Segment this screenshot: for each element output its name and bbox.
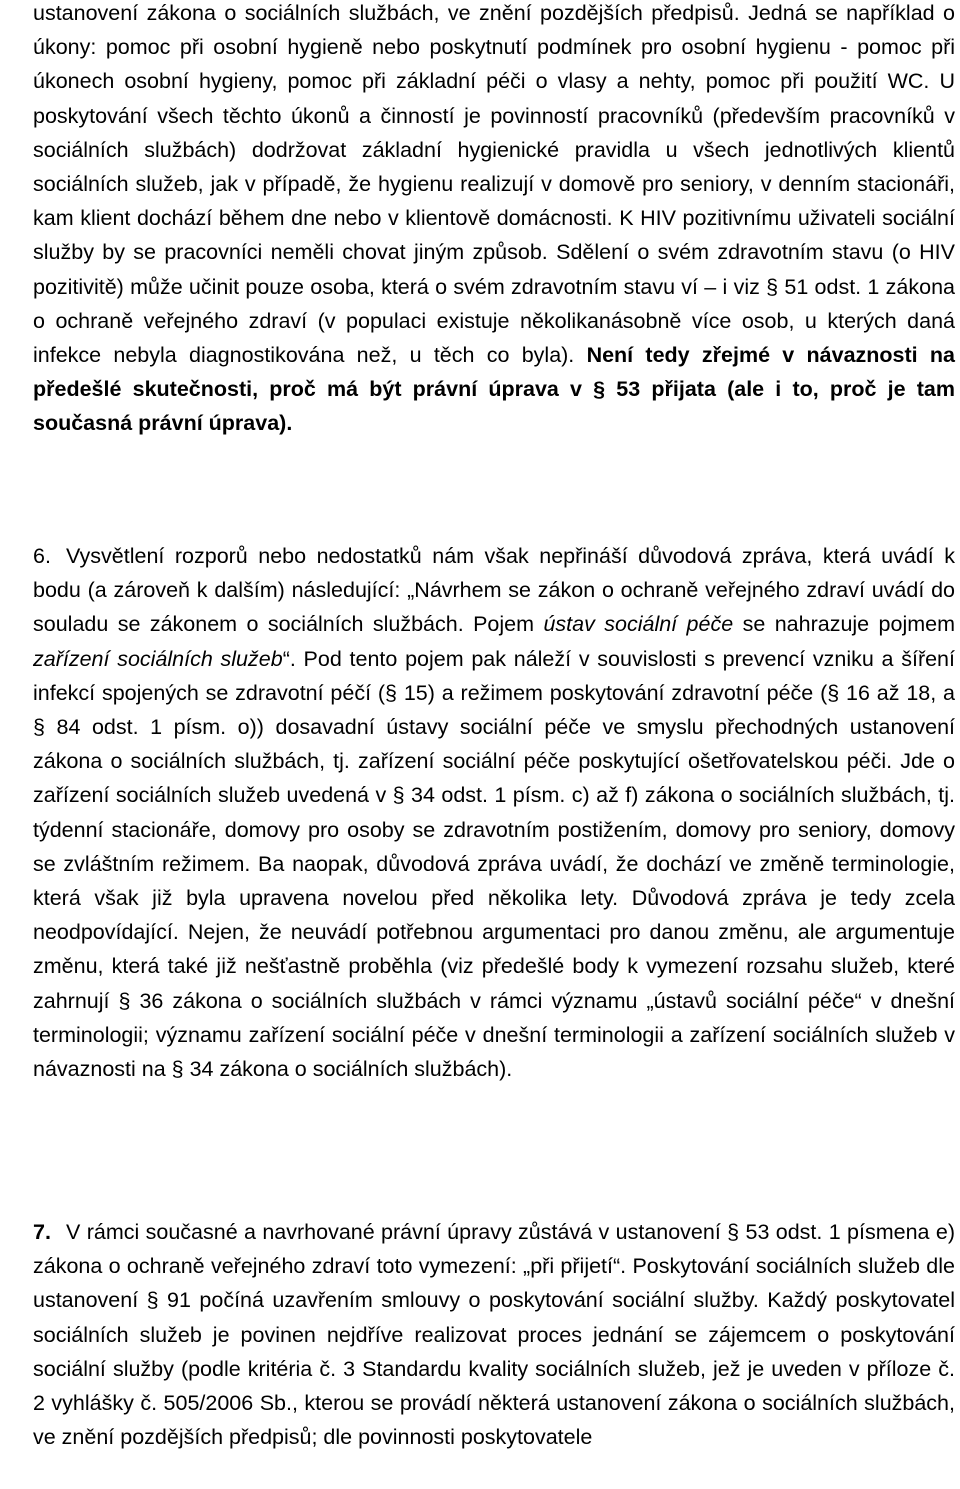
- italic-term: zařízení sociálních služeb: [33, 646, 283, 671]
- item-text-part: se nahrazuje pojmem: [733, 612, 956, 637]
- paragraph-text: ustanovení zákona o sociálních službách, ve znění pozdějších předpisů. Jedná se například o úkony: pomoc při osobní hygieně nebo poskytnutí podmínek pro osobní hygienu - pomoc při úkonech osobní hygieny, pomoc při základní péči o vlasy a nehty, pomoc při použití WC. U poskytování všech těchto úkonů a činností je povinností pracovníků (především pracovníků v sociálních službách) dodržovat základní hygienické pravidla u všech jednotlivých klientů sociálních služeb, jak v případě, že hygienu realizují v domově pro seniory, v denním stacionáři, kam klient dochází během dne nebo v klientově domácnosti. K HIV pozitivnímu uživateli sociální služby by se pracovníci neměli chovat jiným způsob. Sdělení o svém zdravotním stavu (o HIV pozitivitě) může učinit pouze osoba, která o svém zdravotním stavu ví – i viz § 51 odst. 1 zákona o ochraně veřejného zdraví (v populaci existuje několikanásobně více osob, u kterých daná infekce nebyla diagnostikována než, u těch co byla).: [33, 1, 955, 368]
- item-text: [33, 1215, 955, 1454]
- item-number: 6.: [33, 544, 51, 568]
- paragraph-continuation: [33, 0, 955, 441]
- item-text-part: V rámci současné a navrhované právní úpravy zůstává v ustanovení § 53 odst. 1 písmena e) zákona o ochraně veřejného zdraví toto vymezení: „při přijetí“. Poskytování sociálních služeb dle ustanovení § 91 počíná uzavřením smlouvy o poskytování sociální služby. Každý poskytovatel sociálních služeb je povinen nejdříve realizovat proces jednání se zájemcem o poskytování sociální služby (podle kritéria č. 3 Standardu kvality sociálních služeb, jež je uveden v příloze č. 2 vyhlášky č. 505/2006 Sb., kterou se provádí některá ustanovení zákona o sociálních službách, ve znění pozdějších předpisů; dle povinnosti poskytovatele: [33, 1220, 955, 1450]
- bold-statement: Není tedy zřejmé v návaznosti na předešlé skutečnosti, proč má být právní úprava v § 53 přijata (ale i to, proč je tam současná právní úprava).: [33, 343, 955, 436]
- italic-term: ústav sociální péče: [543, 612, 734, 637]
- item-number: 7.: [33, 1220, 51, 1244]
- numbered-item-6: [33, 539, 955, 1086]
- numbered-item-7: [33, 1215, 955, 1454]
- item-text: [33, 539, 955, 1086]
- item-text-part: “. Pod tento pojem pak náleží v souvislosti s prevencí vzniku a šíření infekcí spojených se zdravotní péčí (§ 15) a režimem poskytování zdravotní péče (§ 16 až 18, a § 84 odst. 1 písm. o)) dosavadní ústavy sociální péče ve smyslu přechodných ustanovení zákona o sociálních službách, tj. zařízení sociální péče poskytující ošetřovatelskou péči. Jde o zařízení sociálních služeb uvedená v § 34 odst. 1 písm. c) až f) zákona o sociálních službách, tj. týdenní stacionáře, domovy pro osoby se zdravotním postižením, domovy pro seniory, domovy se zvláštním režimem. Ba naopak, důvodová zpráva uvádí, že dochází ve změně terminologie, která však již byla upravena novelou před několika lety. Důvodová zpráva je tedy zcela neodpovídající. Nejen, že neuvádí potřebnou argumentaci pro danou změnu, ale argumentuje změnu, která také již nešťastně proběhla (viz předešlé body k vymezení rozsahu služeb, které zahrnují § 36 zákona o sociálních službách v rámci významu „ústavů sociální péče“ v dnešní terminologii; významu zařízení sociální péče v dnešní terminologii a zařízení sociálních služeb v návaznosti na § 34 zákona o sociálních službách).: [33, 646, 955, 1082]
- item-text-part: Vysvětlení rozporů nebo nedostatků nám však nepřináší důvodová zpráva, která uvádí k bodu (a zároveň k dalším) následující: „Návrhem se zákon o ochraně veřejného zdraví uvádí do souladu se zákonem o sociálních službách. Pojem: [33, 544, 955, 637]
